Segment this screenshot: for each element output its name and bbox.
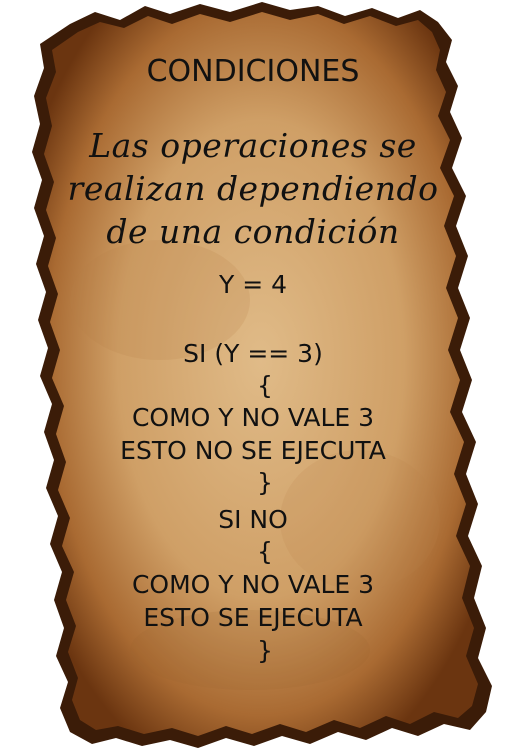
code-line-4: COMO Y NO VALE 3 bbox=[131, 403, 375, 432]
code-line-8: { bbox=[257, 537, 273, 566]
subtitle-line-1: Las operaciones se bbox=[89, 126, 417, 165]
page-title: CONDICIONES bbox=[146, 54, 360, 89]
code-line-11: } bbox=[257, 636, 273, 665]
subtitle-line-3: de una condición bbox=[106, 212, 400, 251]
subtitle-line-2: realizan dependiendo bbox=[67, 169, 439, 208]
code-line-5: ESTO NO SE EJECUTA bbox=[120, 436, 386, 465]
code-line-10: ESTO SE EJECUTA bbox=[143, 603, 363, 632]
code-line-6: } bbox=[257, 468, 273, 497]
code-line-9: COMO Y NO VALE 3 bbox=[131, 570, 375, 599]
code-line-7: SI NO bbox=[218, 505, 288, 534]
code-line-1: Y = 4 bbox=[218, 270, 288, 299]
code-line-3: { bbox=[257, 371, 273, 400]
code-line-2: SI (Y == 3) bbox=[183, 339, 323, 368]
